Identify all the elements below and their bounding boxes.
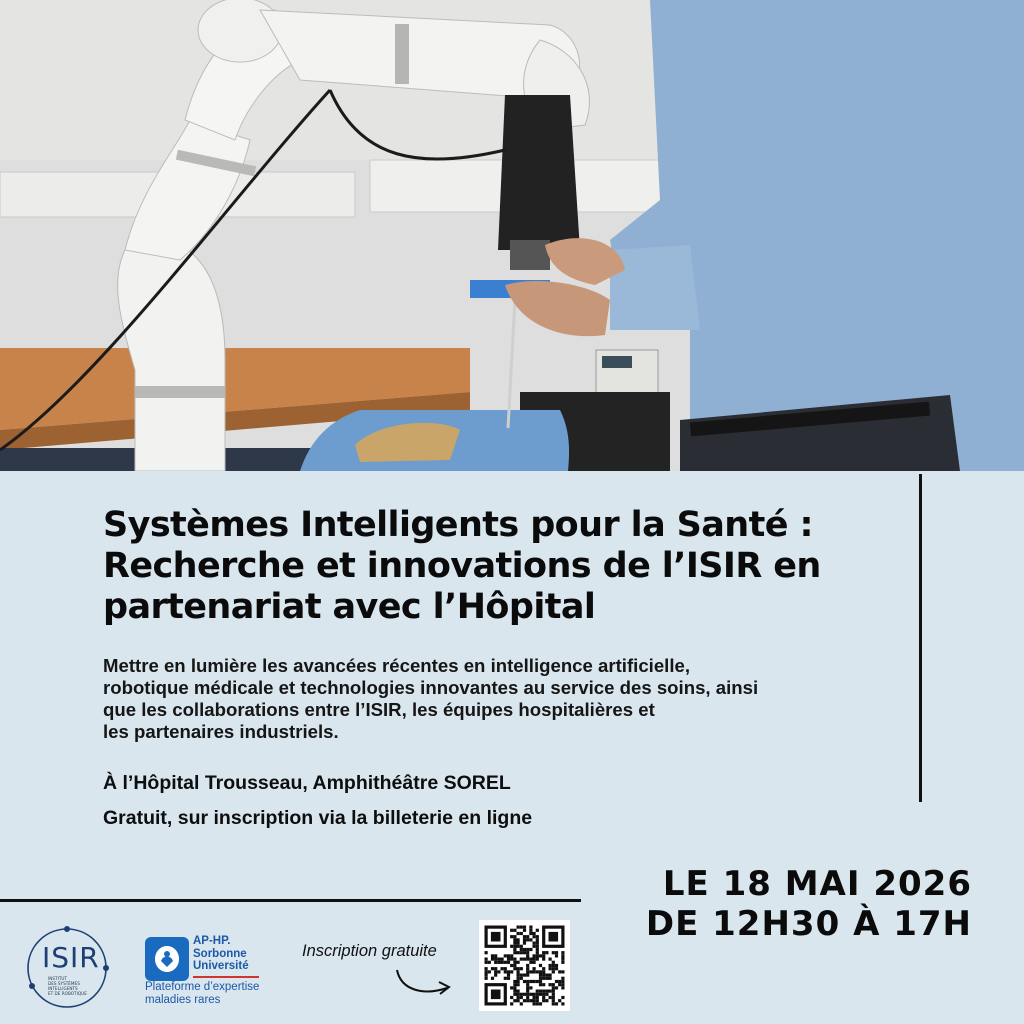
qr-code-icon[interactable] bbox=[479, 920, 570, 1011]
event-date-line-1: LE 18 MAI 2026 bbox=[662, 864, 972, 904]
title-line-1: Systèmes Intelligents pour la Santé : bbox=[103, 505, 813, 545]
isir-subtitle-line-4: ET DE ROBOTIQUE bbox=[48, 991, 87, 996]
isir-logo-subtitle bbox=[48, 976, 118, 996]
aphp-logo-subtitle bbox=[145, 981, 259, 1006]
aphp-sub-line-1: Plateforme d’expertise bbox=[145, 981, 260, 993]
description-line-3: que les collaborations entre l’ISIR, les équipes hospitalières et bbox=[103, 699, 655, 720]
event-title bbox=[103, 505, 893, 628]
event-date bbox=[646, 864, 972, 944]
title-line-3: partenariat avec l’Hôpital bbox=[103, 587, 596, 627]
aphp-logo-icon bbox=[145, 937, 189, 981]
curved-arrow-icon bbox=[393, 966, 455, 998]
description-line-2: robotique médicale et technologies innovantes au service des soins, ainsi bbox=[103, 677, 759, 698]
title-line-2: Recherche et innovations de l’ISIR en bbox=[103, 546, 821, 586]
isir-subtitle-line-2: DES SYSTÈMES bbox=[48, 981, 80, 986]
vertical-divider bbox=[919, 474, 922, 802]
registration-label: Inscription gratuite bbox=[302, 942, 437, 960]
event-pricing: Gratuit, sur inscription via la billeterie en ligne bbox=[103, 807, 533, 829]
aphp-name-line-3: Université bbox=[193, 960, 249, 972]
description-line-1: Mettre en lumière les avancées récentes en intelligence artificielle, bbox=[103, 655, 691, 676]
isir-subtitle-line-1: INSTITUT bbox=[48, 976, 67, 981]
hero-photo bbox=[0, 0, 1024, 471]
aphp-name-line-2: Sorbonne bbox=[193, 947, 247, 960]
aphp-logo-name bbox=[193, 935, 249, 973]
event-date-line-2: DE 12H30 À 17H bbox=[645, 904, 972, 944]
horizontal-divider bbox=[0, 899, 581, 902]
aphp-red-bar bbox=[193, 976, 259, 978]
aphp-name-line-1: AP-HP. bbox=[193, 935, 231, 947]
qr-code-graphic bbox=[479, 920, 570, 1011]
isir-logo bbox=[22, 926, 112, 1010]
event-location: À l’Hôpital Trousseau, Amphithéâtre SOREL bbox=[103, 772, 511, 794]
aphp-sub-line-2: maladies rares bbox=[145, 993, 221, 1006]
isir-subtitle-line-3: INTELLIGENTS bbox=[48, 986, 78, 991]
isir-logo-word: ISIR bbox=[42, 941, 100, 974]
event-description bbox=[103, 655, 893, 743]
robot-arm-surgery-photo bbox=[0, 0, 1024, 471]
description-line-4: les partenaires industriels. bbox=[103, 721, 339, 742]
